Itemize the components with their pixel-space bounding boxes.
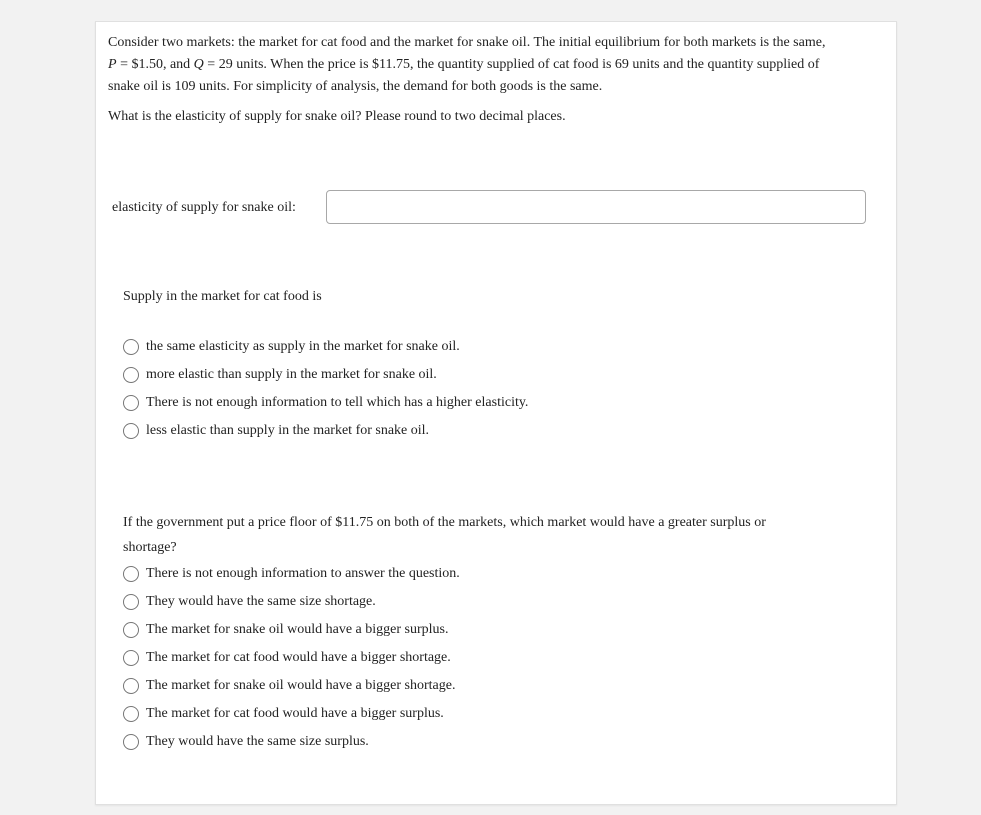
option-label: less elastic than supply in the market for snake oil. <box>146 423 430 438</box>
price-value: = $1.50, and <box>116 57 194 72</box>
radio-button[interactable] <box>123 395 139 411</box>
radio-button[interactable] <box>123 734 139 750</box>
elasticity-label: elasticity of supply for snake oil: <box>112 200 296 215</box>
radio-button[interactable] <box>123 678 139 694</box>
radio-button[interactable] <box>123 566 139 582</box>
radio-button[interactable] <box>123 706 139 722</box>
option-label: more elastic than supply in the market for snake oil. <box>146 367 437 382</box>
part2-question: Supply in the market for cat food is <box>123 289 322 304</box>
radio-button[interactable] <box>123 650 139 666</box>
price-symbol: P <box>108 57 117 72</box>
option-label: the same elasticity as supply in the market for snake oil. <box>146 339 460 354</box>
main-question: What is the elasticity of supply for snake oil? Please round to two decimal places. <box>108 109 566 124</box>
part3-options <box>123 560 883 756</box>
part3-option[interactable] <box>123 588 883 616</box>
radio-button[interactable] <box>123 339 139 355</box>
question-card <box>95 21 897 805</box>
radio-button[interactable] <box>123 622 139 638</box>
part2-option[interactable] <box>123 389 883 417</box>
part3-option[interactable] <box>123 700 883 728</box>
elasticity-input[interactable] <box>326 190 866 224</box>
option-label: The market for snake oil would have a bigger shortage. <box>146 678 456 693</box>
part3-question: If the government put a price floor of $11.75 on both of the markets, which market would have a greater surplus or shortage? <box>123 515 766 555</box>
part3-option[interactable] <box>123 672 883 700</box>
elasticity-answer-row <box>112 190 872 226</box>
part3-option[interactable] <box>123 644 883 672</box>
part2-options <box>123 333 883 445</box>
option-label: The market for cat food would have a bigger shortage. <box>146 650 451 665</box>
part2-option[interactable] <box>123 361 883 389</box>
part3-option[interactable] <box>123 616 883 644</box>
question-prompt <box>108 32 886 128</box>
radio-button[interactable] <box>123 594 139 610</box>
option-label: The market for snake oil would have a bigger surplus. <box>146 622 449 637</box>
price-floor-question <box>123 510 883 756</box>
radio-button[interactable] <box>123 423 139 439</box>
radio-button[interactable] <box>123 367 139 383</box>
quantity-symbol: Q <box>193 57 204 72</box>
intro-line-3: snake oil is 109 units. For simplicity of analysis, the demand for both goods is the same. <box>108 79 603 94</box>
part3-option[interactable] <box>123 560 883 588</box>
cat-food-elasticity-question <box>123 284 883 445</box>
part2-option[interactable] <box>123 333 883 361</box>
option-label: They would have the same size shortage. <box>146 594 376 609</box>
intro-line-2: = 29 units. When the price is $11.75, the quantity supplied of cat food is 69 units and the quantity supplied of <box>203 57 820 72</box>
option-label: There is not enough information to tell which has a higher elasticity. <box>146 395 529 410</box>
question-intro <box>108 32 886 98</box>
intro-line-1: Consider two markets: the market for cat food and the market for snake oil. The initial equilibrium for both markets is the same, <box>108 35 826 50</box>
part2-option[interactable] <box>123 417 883 445</box>
option-label: The market for cat food would have a bigger surplus. <box>146 706 444 721</box>
option-label: They would have the same size surplus. <box>146 734 369 749</box>
part3-option[interactable] <box>123 728 883 756</box>
option-label: There is not enough information to answer the question. <box>146 566 460 581</box>
